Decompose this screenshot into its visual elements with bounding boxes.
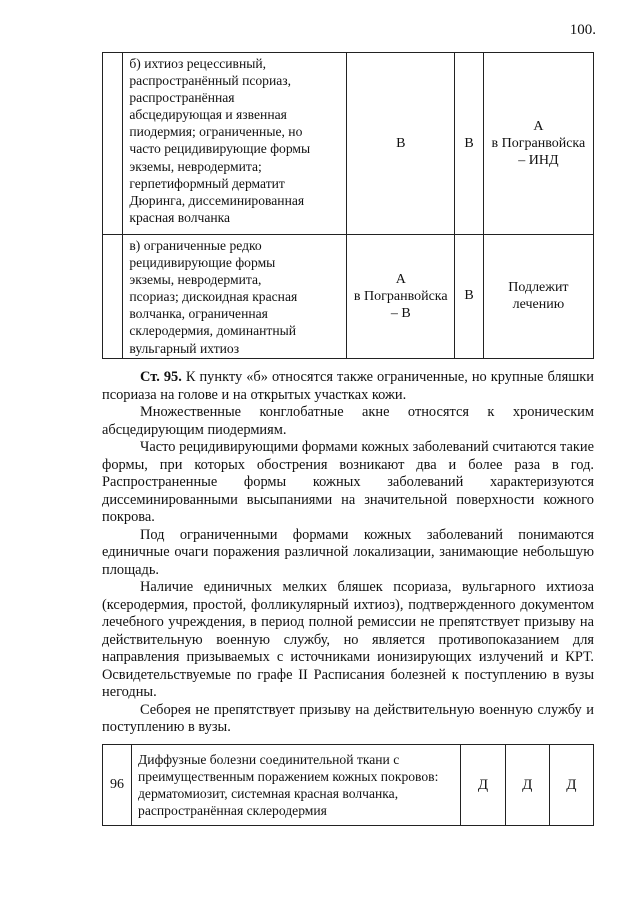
category-cell-column-3: Д xyxy=(549,745,593,826)
table-row xyxy=(103,235,594,359)
paragraph: Множественные конглобатные акне относятся к хроническим абсцедирующим пиодермиям. xyxy=(102,404,594,438)
category-cell-column-1: А в Погранвойска – В xyxy=(347,235,455,359)
page-number: 100. xyxy=(569,22,596,38)
category-cell-column-1: В xyxy=(347,53,455,235)
diagnosis-cell: Диффузные болезни соединительной ткани с преимущественным поражением кожных покровов: дерматомиозит, системная красная волчанка, распространённая склеродермия xyxy=(132,745,461,826)
paragraph: Наличие единичных мелких бляшек псориаза, вульгарного ихтиоза (ксеродермия, простой, фолликулярный ихтиоз), подтвержденного документом лечебного учреждения, в период полной ремиссии не препятствует призыву на действительную военную службу, но является противопоказанием для направления призываемых с источниками ионизирующих излучений и КРТ. Освидетельствуемые по графе II Расписания болезней к поступлению в вузы негодны. xyxy=(102,579,594,700)
table-row xyxy=(103,53,594,235)
category-cell-column-2: В xyxy=(455,53,483,235)
diagnosis-cell: б) ихтиоз рецессивный, распространённый псориаз, распространённая абсцедирующая и язвенная пиодермия; ограниченные, но часто рецидивирующие формы экземы, невродермита; герпетиформный дерматит Дюринга, диссеминированная красная волчанка xyxy=(123,53,347,235)
paragraph: Часто рецидивирующими формами кожных заболеваний считаются такие формы, при которых обострения возникают два и более раза в год. Распространенные формы кожных заболеваний характеризуются диссеминированными высыпаниями на значительной поверхности кожного покрова. xyxy=(102,439,594,525)
disease-table-article-96 xyxy=(102,744,594,826)
article-number-cell: 96 xyxy=(103,745,132,826)
paragraph: Себорея не препятствует призыву на действительную военную службу и поступлению в вузы. xyxy=(102,701,594,735)
article-text xyxy=(102,369,594,737)
diagnosis-cell: в) ограниченные редко рецидивирующие формы экземы, невродермита, псориаз; дискоидная красная волчанка, ограниченная склеродермия, доминантный вульгарный ихтиоз xyxy=(123,235,347,359)
category-cell-column-3: Подлежит лечению xyxy=(483,235,593,359)
category-cell-column-1: Д xyxy=(461,745,505,826)
table-row xyxy=(103,745,594,826)
disease-table-continued xyxy=(102,52,594,359)
category-cell-column-3: А в Погранвойска – ИНД xyxy=(483,53,593,235)
paragraph: Под ограниченными формами кожных заболеваний понимаются единичные очаги поражения различной локализации, занимающие небольшую площадь. xyxy=(102,526,594,578)
article-number-cell xyxy=(103,235,123,359)
article-heading: Ст. 95. xyxy=(140,369,182,385)
article-number-cell xyxy=(103,53,123,235)
category-cell-column-2: Д xyxy=(505,745,549,826)
category-cell-column-2: В xyxy=(455,235,483,359)
paragraph: Ст. 95. К пункту «б» относятся также ограниченные, но крупные бляшки псориаза на голове и на открытых участках кожи. xyxy=(102,369,594,403)
